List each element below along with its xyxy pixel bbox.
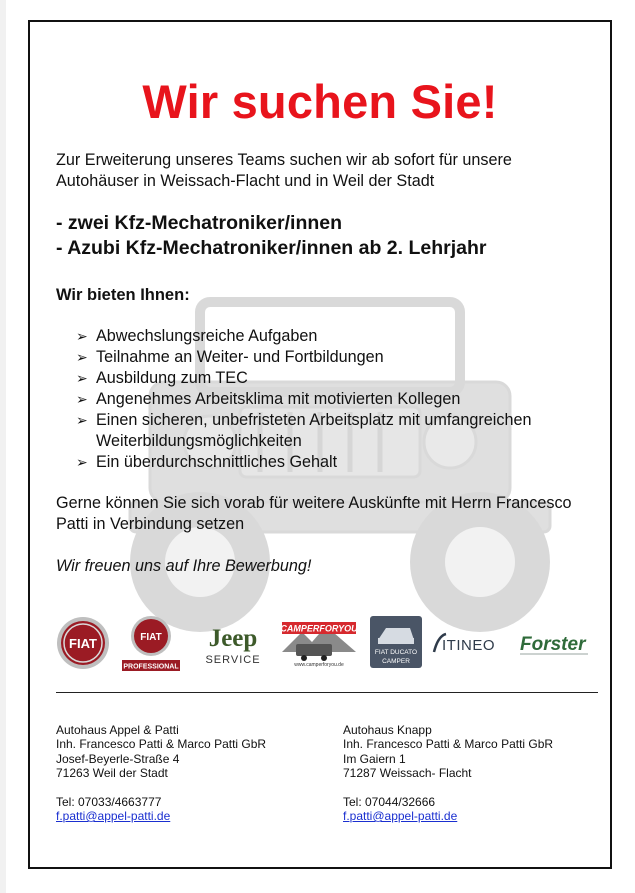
fiat-ducato-camper-logo xyxy=(370,616,422,668)
list-item: ➢ Abwechslungsreiche Aufgaben xyxy=(76,327,318,345)
intro-paragraph: Zur Erweiterung unseres Teams suchen wir ab sofort für unsere Autohäuser in Weissach-Flacht und in Weil der Stadt xyxy=(56,151,512,190)
address-block-appel-patti xyxy=(56,723,326,823)
signoff: Wir freuen uns auf Ihre Bewerbung! xyxy=(56,557,312,575)
document-page xyxy=(6,0,635,893)
company-owners: Inh. Francesco Patti & Marco Patti GbR xyxy=(56,737,267,752)
brand-logos xyxy=(52,614,602,674)
arrow-bullet-icon: ➢ xyxy=(76,349,88,365)
company-city: 71287 Weissach- Flacht xyxy=(343,766,472,781)
company-owners: Inh. Francesco Patti & Marco Patti GbR xyxy=(343,737,554,752)
svg-text:FIAT DUCATO: FIAT DUCATO xyxy=(374,649,418,656)
offers-title: Wir bieten Ihnen: xyxy=(56,286,190,304)
svg-text:Jeep: Jeep xyxy=(208,625,258,652)
list-item: ➢ Ein überdurchschnittliches Gehalt xyxy=(76,453,338,471)
svg-text:Forster: Forster xyxy=(520,634,586,655)
company-street: Im Gaiern 1 xyxy=(343,751,406,766)
arrow-bullet-icon: ➢ xyxy=(76,328,88,344)
email-link[interactable]: f.patti@appel-patti.de xyxy=(56,809,171,824)
company-phone: Tel: 07044/32666 xyxy=(343,794,436,809)
address-block-knapp xyxy=(343,723,612,823)
arrow-bullet-icon: ➢ xyxy=(76,454,88,470)
svg-text:www.camperforyou.de: www.camperforyou.de xyxy=(294,662,344,668)
svg-text:CAMPERFORYOU: CAMPERFORYOU xyxy=(280,623,358,634)
list-item: ➢ Teilnahme an Weiter- und Fortbildungen xyxy=(76,348,384,366)
camperforyou-logo xyxy=(278,618,360,668)
arrow-bullet-icon: ➢ xyxy=(76,370,88,386)
forster-logo xyxy=(518,628,602,658)
headline: Wir suchen Sie! xyxy=(142,75,498,128)
arrow-bullet-icon: ➢ xyxy=(76,391,88,407)
fiat-logo xyxy=(56,616,110,670)
company-name: Autohaus Knapp xyxy=(343,723,432,737)
svg-text:CAMPER: CAMPER xyxy=(382,658,410,665)
email-link[interactable]: f.patti@appel-patti.de xyxy=(343,809,458,824)
company-city: 71263 Weil der Stadt xyxy=(56,766,168,781)
arrow-bullet-icon: ➢ xyxy=(76,412,88,428)
list-item: ➢ Ausbildung zum TEC xyxy=(76,369,248,387)
job-item: - Azubi Kfz-Mechatroniker/innen ab 2. Lehrjahr xyxy=(56,237,487,259)
divider-line xyxy=(56,692,598,693)
svg-text:PROFESSIONAL: PROFESSIONAL xyxy=(123,663,179,671)
itineo-logo xyxy=(432,630,510,658)
svg-text:FIAT: FIAT xyxy=(69,636,97,651)
company-name: Autohaus Appel & Patti xyxy=(56,723,179,737)
job-list xyxy=(56,211,596,261)
company-phone: Tel: 07033/4663777 xyxy=(56,794,162,809)
list-item: ➢ Angenehmes Arbeitsklima mit motivierten Kollegen xyxy=(76,390,461,408)
svg-text:SERVICE: SERVICE xyxy=(205,654,261,666)
svg-text:ITINEO: ITINEO xyxy=(442,637,496,654)
offers-list xyxy=(76,326,576,473)
jeep-service-logo xyxy=(194,622,272,668)
svg-text:FIAT: FIAT xyxy=(140,632,162,643)
closing-paragraph: Gerne können Sie sich vorab für weitere Auskünfte mit Herrn Francesco Patti in Verbindung setzen xyxy=(56,494,572,533)
list-item: ➢ Einen sicheren, unbefristeten Arbeitsplatz mit umfangreichen Weiterbildungsmöglichkeiten xyxy=(76,411,532,450)
company-street: Josef-Beyerle-Straße 4 xyxy=(56,751,180,766)
job-item: - zwei Kfz-Mechatroniker/innen xyxy=(56,212,343,234)
flyer-frame xyxy=(28,20,612,869)
fiat-professional-logo xyxy=(120,614,182,674)
